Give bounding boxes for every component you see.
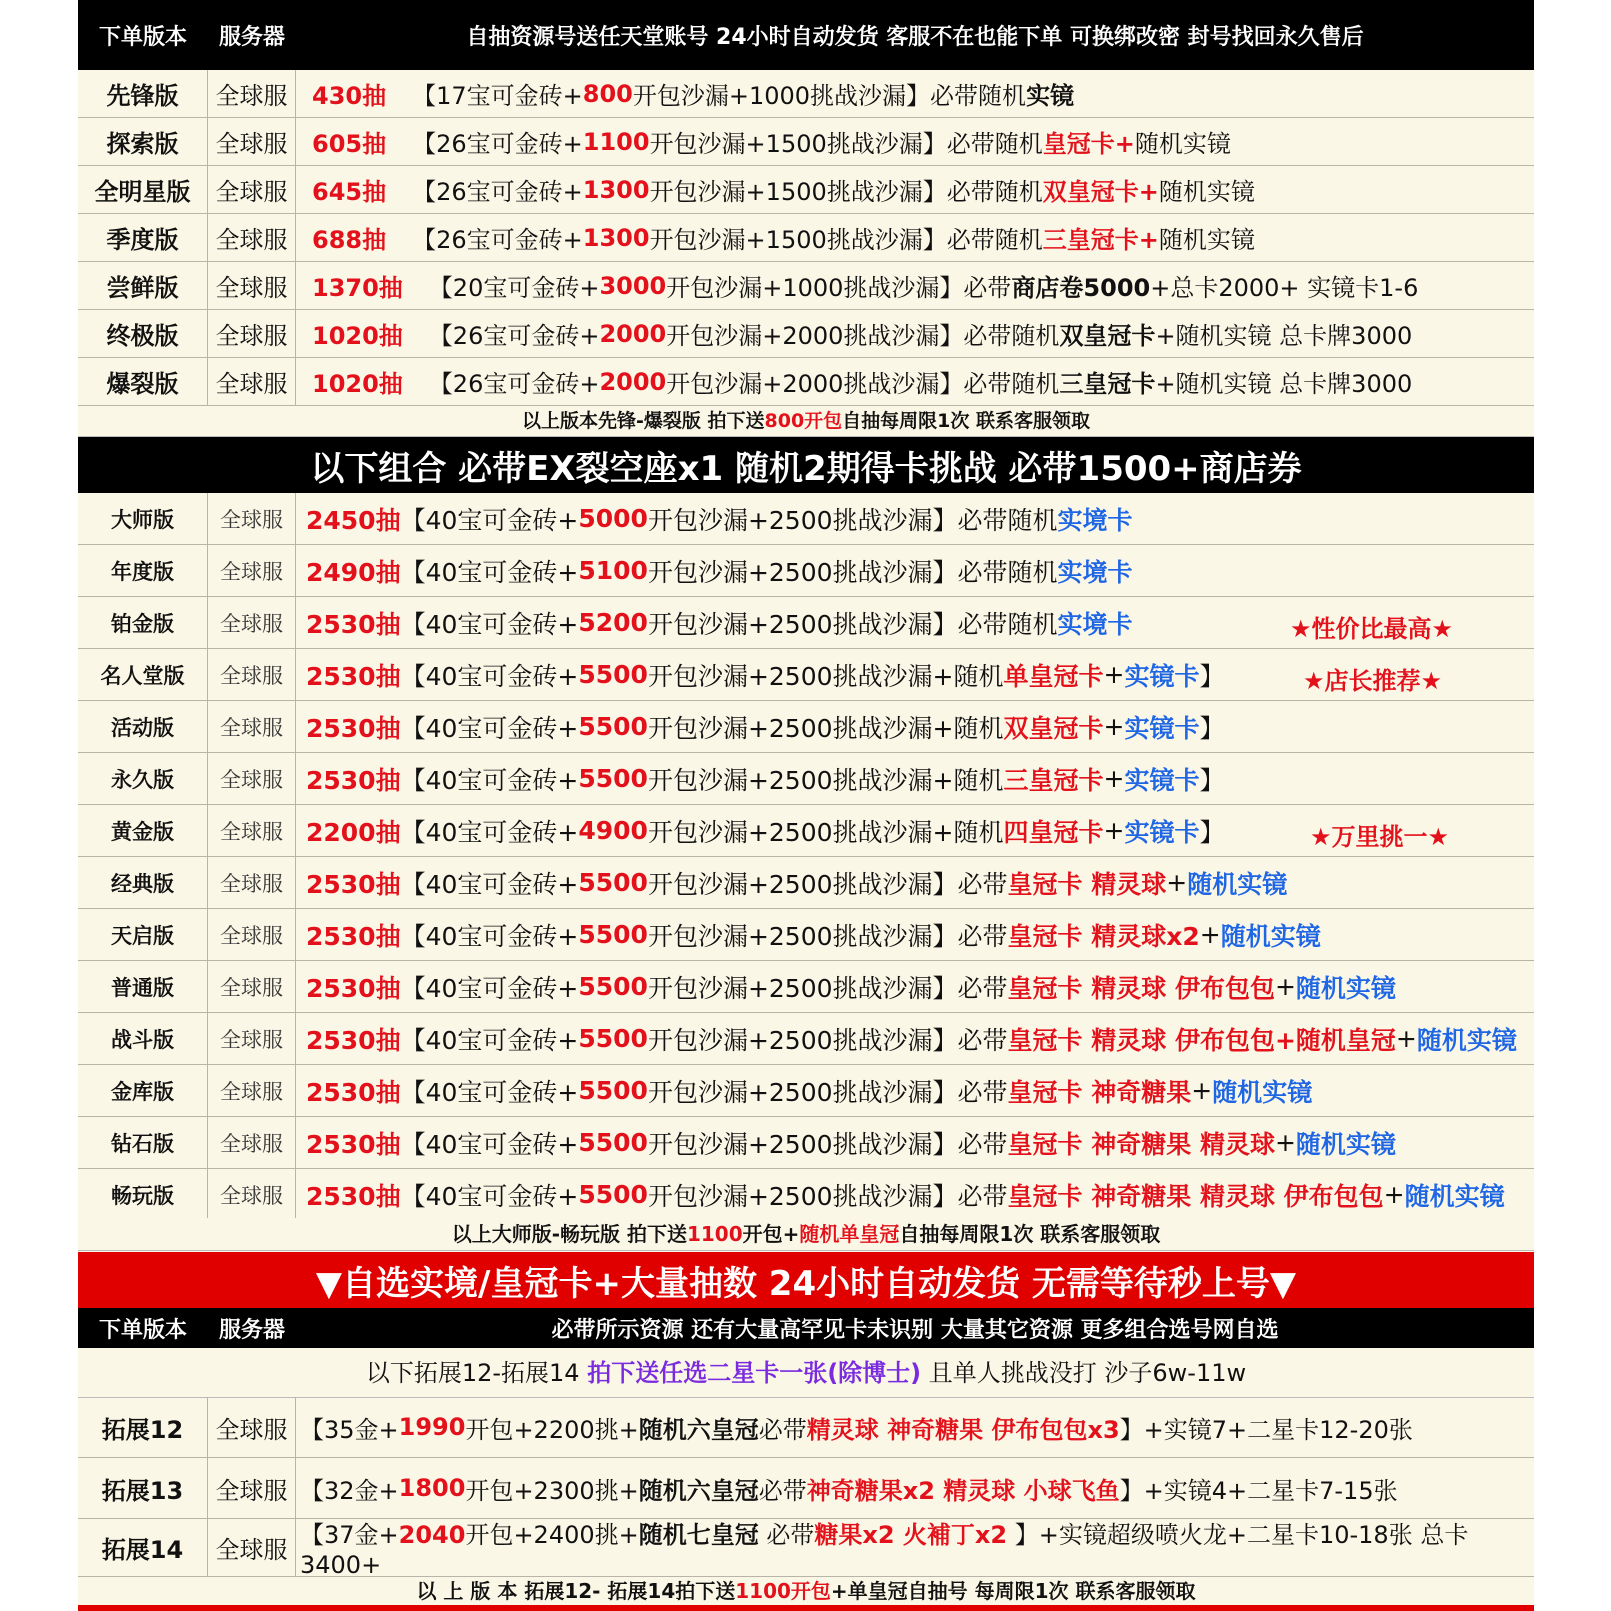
draw-count: 688抽 — [312, 226, 387, 254]
draw-count: 2530抽 — [306, 1025, 401, 1055]
desc-part: 开包+2200挑+ — [465, 1415, 639, 1444]
version-name: 拓展14 — [78, 1519, 208, 1576]
header-col-description: 必带所示资源 还有大量高罕见卡未识别 大量其它资源 更多组合选号网自选 — [551, 1317, 1279, 1343]
version-row — [78, 262, 1534, 310]
version-row — [78, 118, 1534, 166]
hourglass-count: 5500 — [578, 1024, 648, 1053]
desc-part: 开包沙漏+2500挑战沙漏】必带随机 — [647, 505, 1058, 535]
desc-part: 开包沙漏+2500挑战沙漏】必带 — [647, 973, 1008, 1003]
desc-part: 开包沙漏+2500挑战沙漏】必带 — [647, 1181, 1008, 1211]
draw-count: 2530抽 — [306, 765, 401, 795]
version-row — [78, 493, 1534, 545]
desc-highlight: 皇冠卡 神奇糖果 精灵球 伊布包包 — [1007, 1181, 1384, 1211]
desc-highlight: + — [1103, 660, 1125, 689]
desc-part: 【40宝可金砖+ — [400, 609, 579, 639]
server-name: 全球服 — [208, 1169, 296, 1220]
draw-count: 1370抽 — [312, 274, 403, 302]
desc-part: 【26宝可金砖+ — [412, 130, 583, 158]
header-col-server: 服务器 — [218, 24, 285, 50]
desc-part: 【32金+ — [300, 1476, 399, 1505]
desc-highlight: + — [1191, 1076, 1213, 1105]
desc-highlight: 四皇冠卡 — [1003, 817, 1104, 847]
desc-highlight: 皇冠卡 精灵球x2 — [1007, 921, 1200, 951]
version-row — [78, 649, 1534, 701]
desc-highlight: + — [1383, 1180, 1405, 1209]
desc-highlight: 实境卡 — [1057, 557, 1133, 587]
hourglass-count: 2000 — [599, 319, 667, 348]
header-bar-expansion — [78, 1308, 1534, 1348]
version-description — [296, 857, 1534, 908]
desc-part: 随机七皇冠 — [638, 1521, 759, 1549]
price-sheet — [78, 0, 1534, 1611]
version-name: 全明星版 — [78, 166, 208, 213]
draw-count: 2490抽 — [306, 557, 401, 587]
desc-part: 开包+2300挑+ — [465, 1476, 639, 1505]
server-name: 全球服 — [208, 166, 296, 213]
desc-part: 开包沙漏+2500挑战沙漏+随机 — [647, 765, 1004, 795]
desc-part: 开包沙漏+2500挑战沙漏+随机 — [647, 817, 1004, 847]
version-name: 活动版 — [78, 701, 208, 752]
version-row — [78, 753, 1534, 805]
version-name: 金库版 — [78, 1065, 208, 1116]
version-row — [78, 961, 1534, 1013]
desc-highlight: 实镜卡 — [1124, 661, 1200, 691]
desc-part: 随机实镜 — [1158, 178, 1255, 206]
bonus-item: 商店卷5000 — [1011, 274, 1151, 302]
desc-part: 开包沙漏+1000挑战沙漏】必带随机 — [632, 82, 1027, 110]
server-name: 全球服 — [208, 1519, 296, 1576]
version-name: 大师版 — [78, 493, 208, 544]
version-name: 名人堂版 — [78, 649, 208, 700]
hourglass-count: 5000 — [578, 504, 648, 533]
desc-part: 2040 — [398, 1521, 466, 1549]
hourglass-count: 800 — [582, 79, 633, 108]
section3-note: 以 上 版 本 拓展12- 拓展14拍下送1100开包+单皇冠自抽号 每周限1次 联系客服领取 — [78, 1577, 1534, 1605]
version-name: 拓展13 — [78, 1458, 208, 1518]
desc-part: 开包沙漏+1500挑战沙漏】必带随机 — [649, 178, 1043, 206]
desc-part: 随机实镜 — [1134, 130, 1231, 158]
desc-part: 【40宝可金砖+ — [400, 505, 579, 535]
desc-highlight: + — [1103, 712, 1125, 741]
hourglass-count: 5500 — [578, 1128, 648, 1157]
version-row — [78, 1117, 1534, 1169]
desc-part: 1990 — [398, 1413, 466, 1441]
version-name: 普通版 — [78, 961, 208, 1012]
desc-part: 开包沙漏+1000挑战沙漏】必带 — [666, 274, 1012, 302]
desc-part: 【26宝可金砖+ — [428, 370, 600, 398]
server-name: 全球服 — [208, 701, 296, 752]
expansion-row — [78, 1458, 1534, 1519]
version-row — [78, 166, 1534, 214]
desc-part: 必带 — [758, 1415, 807, 1444]
desc-highlight: 实境卡 — [1057, 505, 1133, 535]
desc-part: 【26宝可金砖+ — [412, 178, 583, 206]
version-row — [78, 805, 1534, 857]
promo-tag: ★万里挑一★ — [1310, 823, 1450, 851]
version-name: 战斗版 — [78, 1013, 208, 1064]
version-row — [78, 358, 1534, 406]
desc-part: 糖果x2 火補丁x2 — [814, 1521, 1008, 1549]
version-name: 先锋版 — [78, 70, 208, 117]
hourglass-count: 1100 — [582, 127, 650, 156]
draw-count: 2450抽 — [306, 505, 401, 535]
version-description — [296, 214, 1534, 261]
version-row — [78, 1013, 1534, 1065]
desc-part: 1800 — [398, 1474, 466, 1502]
server-name: 全球服 — [208, 358, 296, 405]
banner-ex-combo: 以下组合 必带EX裂空座x1 随机2期得卡挑战 必带1500+商店券 — [78, 437, 1534, 493]
desc-part: 【40宝可金砖+ — [400, 765, 579, 795]
desc-part: 开包沙漏+2500挑战沙漏】必带 — [647, 921, 1008, 951]
desc-highlight: 随机实镜 — [1187, 869, 1288, 899]
version-description — [296, 961, 1534, 1012]
desc-part: 【40宝可金砖+ — [400, 661, 579, 691]
section3-intro: 以下拓展12-拓展14 拍下送任选二星卡一张(除博士) 且单人挑战没打 沙子6w-11w — [78, 1349, 1534, 1398]
version-row — [78, 70, 1534, 118]
desc-part: 【40宝可金砖+ — [400, 869, 579, 899]
desc-highlight: 皇冠卡 精灵球 伊布包包+随机皇冠 — [1007, 1025, 1396, 1055]
hourglass-count: 4900 — [578, 816, 648, 845]
desc-part: 【37金+ — [300, 1521, 399, 1549]
desc-highlight: + — [1199, 920, 1221, 949]
desc-part: 开包沙漏+2500挑战沙漏】必带随机 — [647, 609, 1058, 639]
header-col-version: 下单版本 — [98, 24, 187, 50]
bonus-item: 双皇冠卡 — [1059, 322, 1156, 350]
draw-count: 430抽 — [312, 82, 387, 110]
hourglass-count: 5500 — [578, 712, 648, 741]
version-name: 年度版 — [78, 545, 208, 596]
hourglass-count: 2000 — [599, 367, 667, 396]
version-name: 铂金版 — [78, 597, 208, 648]
hourglass-count: 5500 — [578, 660, 648, 689]
hourglass-count: 5500 — [578, 764, 648, 793]
server-name: 全球服 — [208, 961, 296, 1012]
version-name: 永久版 — [78, 753, 208, 804]
version-row — [78, 1169, 1534, 1221]
draw-count: 645抽 — [312, 178, 387, 206]
header-bar-top — [78, 0, 1534, 70]
desc-part: 必带 — [758, 1476, 807, 1505]
desc-highlight: 随机实镜 — [1295, 1129, 1396, 1159]
desc-highlight: 】 — [1199, 713, 1225, 743]
version-name: 经典版 — [78, 857, 208, 908]
desc-part: 随机六皇冠 — [638, 1476, 759, 1505]
version-description — [296, 1397, 1534, 1457]
hourglass-count: 1300 — [582, 175, 650, 204]
draw-count: 1020抽 — [312, 370, 403, 398]
version-description — [296, 1013, 1534, 1064]
draw-count: 2530抽 — [306, 661, 401, 691]
version-row — [78, 310, 1534, 358]
version-name: 天启版 — [78, 909, 208, 960]
draw-count: 1020抽 — [312, 322, 403, 350]
draw-count: 2530抽 — [306, 973, 401, 1003]
desc-part: 开包沙漏+1500挑战沙漏】必带随机 — [649, 226, 1043, 254]
hourglass-count: 5200 — [578, 608, 648, 637]
desc-part: 【26宝可金砖+ — [428, 322, 600, 350]
version-name: 黄金版 — [78, 805, 208, 856]
draw-count: 2530抽 — [306, 1129, 401, 1159]
desc-highlight: 随机实镜 — [1220, 921, 1321, 951]
expansion-row — [78, 1397, 1534, 1458]
desc-part: 精灵球 神奇糖果 伊布包包x3 — [806, 1415, 1120, 1444]
hourglass-count: 1300 — [582, 223, 650, 252]
crown-item: 双皇冠卡+ — [1042, 178, 1159, 206]
desc-part: 开包沙漏+2000挑战沙漏】必带随机 — [666, 322, 1060, 350]
version-row — [78, 701, 1534, 753]
draw-count: 2530抽 — [306, 713, 401, 743]
bonus-item: 实镜 — [1026, 82, 1075, 110]
server-name: 全球服 — [208, 753, 296, 804]
version-description — [296, 909, 1534, 960]
version-row — [78, 857, 1534, 909]
desc-highlight: + — [1395, 1024, 1417, 1053]
draw-count: 2530抽 — [306, 609, 401, 639]
version-name: 终极版 — [78, 310, 208, 357]
hourglass-count: 5100 — [578, 556, 648, 585]
version-description — [296, 753, 1534, 804]
version-row — [78, 214, 1534, 262]
desc-highlight: + — [1166, 868, 1188, 897]
server-name: 全球服 — [208, 214, 296, 261]
desc-highlight: 皇冠卡 神奇糖果 — [1007, 1077, 1192, 1107]
desc-part: 【40宝可金砖+ — [400, 1025, 579, 1055]
server-name: 全球服 — [208, 1065, 296, 1116]
desc-part: +随机实镜 总卡牌3000 — [1155, 322, 1413, 350]
desc-part: 【40宝可金砖+ — [400, 973, 579, 1003]
desc-part: 【35金+ — [300, 1415, 399, 1444]
server-name: 全球服 — [208, 805, 296, 856]
desc-part: 【40宝可金砖+ — [400, 1077, 579, 1107]
version-description — [296, 166, 1534, 213]
desc-part: 开包沙漏+2500挑战沙漏】必带 — [647, 1025, 1008, 1055]
version-row — [78, 597, 1534, 649]
desc-highlight: 随机实镜 — [1404, 1181, 1505, 1211]
version-description — [296, 1458, 1534, 1518]
desc-highlight: 随机实镜 — [1416, 1025, 1517, 1055]
section2-note: 以上大师版-畅玩版 拍下送1100开包+随机单皇冠自抽每周限1次 联系客服领取 — [78, 1218, 1534, 1251]
hourglass-count: 5500 — [578, 920, 648, 949]
version-description — [296, 118, 1534, 165]
server-name: 全球服 — [208, 493, 296, 544]
version-name: 钻石版 — [78, 1117, 208, 1168]
server-name: 全球服 — [208, 545, 296, 596]
desc-part: 开包+2400挑+ — [465, 1521, 639, 1549]
desc-highlight: 】 — [1199, 765, 1225, 795]
desc-part: 必带 — [758, 1521, 815, 1549]
desc-highlight: 】 — [1199, 661, 1225, 691]
desc-part: +随机实镜 总卡牌3000 — [1155, 370, 1413, 398]
desc-part: 开包沙漏+2500挑战沙漏】必带随机 — [647, 557, 1058, 587]
desc-part: 随机实镜 — [1158, 226, 1255, 254]
version-description — [296, 70, 1534, 117]
version-name: 尝鲜版 — [78, 262, 208, 309]
expansion-row — [78, 1519, 1534, 1577]
desc-part: 】+实镜4+二星卡7-15张 — [1119, 1476, 1398, 1505]
desc-highlight: 单皇冠卡 — [1003, 661, 1104, 691]
version-description — [296, 493, 1534, 544]
version-description — [296, 1169, 1534, 1220]
banner-auto-delivery: ▼自选实境/皇冠卡+大量抽数 24小时自动发货 无需等待秒上号▼ — [78, 1252, 1534, 1308]
desc-part: 随机六皇冠 — [638, 1415, 759, 1444]
desc-highlight: 实镜卡 — [1124, 713, 1200, 743]
desc-part: 开包沙漏+2500挑战沙漏】必带 — [647, 869, 1008, 899]
draw-count: 2530抽 — [306, 1181, 401, 1211]
hourglass-count: 5500 — [578, 972, 648, 1001]
desc-highlight: 皇冠卡 神奇糖果 精灵球 — [1007, 1129, 1275, 1159]
server-name: 全球服 — [208, 310, 296, 357]
desc-part: 【17宝可金砖+ — [412, 82, 583, 110]
version-name: 探索版 — [78, 118, 208, 165]
desc-highlight: + — [1103, 764, 1125, 793]
server-name: 全球服 — [208, 118, 296, 165]
bonus-item: 三皇冠卡 — [1059, 370, 1156, 398]
bottom-red-strip — [78, 1605, 1534, 1611]
desc-part: 【40宝可金砖+ — [400, 557, 579, 587]
version-description — [296, 358, 1534, 405]
server-name: 全球服 — [208, 1013, 296, 1064]
server-name: 全球服 — [208, 649, 296, 700]
version-name: 畅玩版 — [78, 1169, 208, 1220]
desc-part: 开包沙漏+2500挑战沙漏+随机 — [647, 661, 1004, 691]
desc-part: 【40宝可金砖+ — [400, 817, 579, 847]
server-name: 全球服 — [208, 1117, 296, 1168]
server-name: 全球服 — [208, 597, 296, 648]
desc-highlight: + — [1103, 816, 1125, 845]
section1-note: 以上版本先锋-爆裂版 拍下送800开包自抽每周限1次 联系客服领取 — [78, 406, 1534, 437]
desc-highlight: + — [1274, 1128, 1296, 1157]
desc-part: 开包沙漏+2500挑战沙漏+随机 — [647, 713, 1004, 743]
desc-part: 【40宝可金砖+ — [400, 1181, 579, 1211]
version-row — [78, 545, 1534, 597]
version-description — [296, 545, 1534, 596]
promo-tag: ★性价比最高★ — [1290, 615, 1454, 643]
desc-highlight: + — [1274, 972, 1296, 1001]
desc-highlight: 双皇冠卡 — [1003, 713, 1104, 743]
version-name: 拓展12 — [78, 1397, 208, 1457]
server-name: 全球服 — [208, 857, 296, 908]
hourglass-count: 5500 — [578, 868, 648, 897]
version-description — [296, 1518, 1534, 1577]
version-row — [78, 909, 1534, 961]
header-col-server: 服务器 — [218, 1317, 285, 1343]
desc-part: 开包沙漏+1500挑战沙漏】必带随机 — [649, 130, 1043, 158]
draw-count: 2530抽 — [306, 1077, 401, 1107]
draw-count: 2200抽 — [306, 817, 401, 847]
header-col-version: 下单版本 — [98, 1317, 187, 1343]
crown-item: 皇冠卡+ — [1042, 130, 1135, 158]
desc-part: 开包沙漏+2500挑战沙漏】必带 — [647, 1129, 1008, 1159]
promo-tag: ★店长推荐★ — [1303, 667, 1443, 695]
version-description — [296, 262, 1534, 309]
desc-highlight: 皇冠卡 精灵球 伊布包包 — [1007, 973, 1275, 1003]
desc-part: 开包沙漏+2500挑战沙漏】必带 — [647, 1077, 1008, 1107]
server-name: 全球服 — [208, 909, 296, 960]
server-name: 全球服 — [208, 1458, 296, 1518]
desc-part: 【40宝可金砖+ — [400, 1129, 579, 1159]
desc-part: 【26宝可金砖+ — [412, 226, 583, 254]
desc-highlight: 随机实镜 — [1212, 1077, 1313, 1107]
crown-item: 三皇冠卡+ — [1042, 226, 1159, 254]
server-name: 全球服 — [208, 1397, 296, 1457]
server-name: 全球服 — [208, 70, 296, 117]
hourglass-count: 3000 — [599, 271, 667, 300]
desc-highlight: 实境卡 — [1057, 609, 1133, 639]
desc-highlight: 】 — [1199, 817, 1225, 847]
desc-part: 开包沙漏+2000挑战沙漏】必带随机 — [666, 370, 1060, 398]
desc-highlight: 皇冠卡 精灵球 — [1007, 869, 1167, 899]
version-description — [296, 701, 1534, 752]
version-description — [296, 1117, 1534, 1168]
header-col-description: 自抽资源号送任天堂账号 24小时自动发货 客服不在也能下单 可换绑改密 封号找回永久售后 — [466, 24, 1364, 50]
desc-part: 【40宝可金砖+ — [400, 921, 579, 951]
version-description — [296, 310, 1534, 357]
desc-part: +总卡2000+ 实镜卡1-6 — [1150, 274, 1419, 302]
desc-part: 】+实镜7+二星卡12-20张 — [1119, 1415, 1413, 1444]
hourglass-count: 5500 — [578, 1180, 648, 1209]
version-name: 季度版 — [78, 214, 208, 261]
desc-highlight: 实镜卡 — [1124, 765, 1200, 795]
draw-count: 2530抽 — [306, 869, 401, 899]
version-description — [296, 1065, 1534, 1116]
version-row — [78, 1065, 1534, 1117]
draw-count: 605抽 — [312, 130, 387, 158]
desc-part: 神奇糖果x2 精灵球 小球飞鱼 — [806, 1476, 1120, 1505]
desc-highlight: 三皇冠卡 — [1003, 765, 1104, 795]
desc-highlight: 实镜卡 — [1124, 817, 1200, 847]
draw-count: 2530抽 — [306, 921, 401, 951]
desc-highlight: 随机实镜 — [1295, 973, 1396, 1003]
version-name: 爆裂版 — [78, 358, 208, 405]
hourglass-count: 5500 — [578, 1076, 648, 1105]
desc-part: 】+实镜超级喷火龙+二星卡10-18张 总卡3400+ — [300, 1521, 1469, 1577]
desc-part: 【40宝可金砖+ — [400, 713, 579, 743]
desc-part: 【20宝可金砖+ — [428, 274, 600, 302]
server-name: 全球服 — [208, 262, 296, 309]
